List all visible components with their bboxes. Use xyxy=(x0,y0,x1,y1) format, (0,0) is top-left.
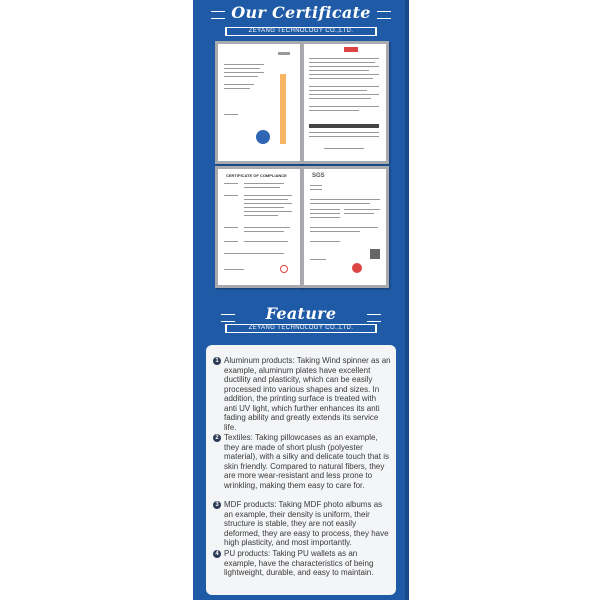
feature-text: Textiles: Taking pillowcases as an example, they are made of short plush (polyester material), with a silky and delicate touch that is skin friendly. Compared to natural fibers, they are more wear-resistant and less prone to wrinkling, making them easy to care for. xyxy=(224,433,389,490)
feature-company-banner xyxy=(225,324,377,333)
certificate-company-banner xyxy=(225,27,377,36)
feature-list-card xyxy=(206,345,396,595)
panel-edge-shadow xyxy=(405,0,409,600)
certificate-image-3[interactable] xyxy=(215,166,303,288)
title-ornament-right xyxy=(377,11,391,19)
number-badge: 3 xyxy=(213,501,221,509)
feature-company-name: ZEYANG TECHNOLOGY CO.,LTD. xyxy=(227,325,375,332)
number-badge: 1 xyxy=(213,357,221,365)
feature-text: Aluminum products: Taking Wind spinner as an example, aluminum plates have excellent ductility and plasticity, which can be easily processed into various shapes and sizes. In addition, the printing surface is treated with anti UV light, which further enhances its anti fading ability and greatly extends its service life. xyxy=(224,356,391,432)
certificate-header: SGS xyxy=(312,173,325,179)
feature-title: Feature xyxy=(265,304,337,323)
certificate-image-1[interactable] xyxy=(215,41,303,164)
certificate-image-2[interactable] xyxy=(301,41,389,164)
certificate-image-4[interactable] xyxy=(301,166,389,288)
title-ornament-right xyxy=(367,314,381,322)
iaf-stamp xyxy=(256,130,270,144)
feature-text: MDF products: Taking MDF photo albums as an example, their density is uniform, their structure is stable, they are not easily deformed, they are easy to process, they have high plasticity, and most importantly. xyxy=(224,500,389,547)
certificate-title: Our Certificate xyxy=(231,3,371,22)
certificate-header: CERTIFICATE OF COMPLIANCE xyxy=(226,173,287,178)
certificate-company-name: ZEYANG TECHNOLOGY CO.,LTD. xyxy=(227,28,375,35)
number-badge: 4 xyxy=(213,550,221,558)
feature-text: PU products: Taking PU wallets as an example, have the characteristics of being lightweight, durable, and easy to maintain. xyxy=(224,549,374,577)
number-badge: 2 xyxy=(213,434,221,442)
product-detail-panel xyxy=(193,0,409,600)
